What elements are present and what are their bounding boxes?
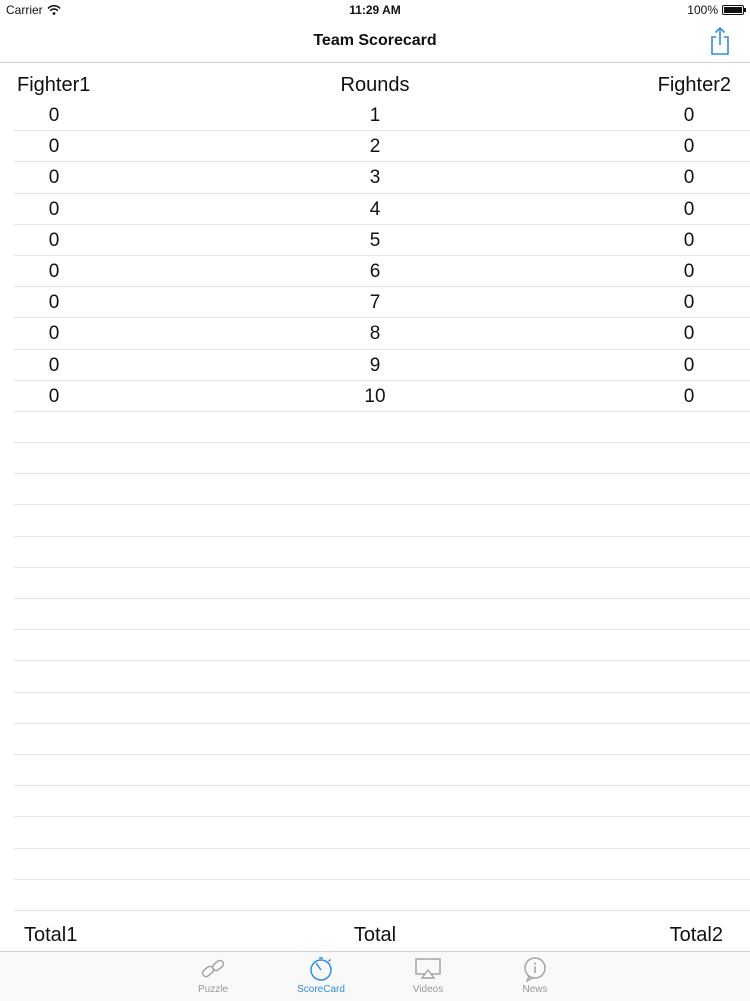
share-button[interactable]	[706, 26, 734, 56]
empty-table-row	[14, 568, 750, 599]
round-number: 2	[369, 136, 381, 158]
round-number: 10	[364, 385, 386, 407]
empty-table-row	[14, 474, 750, 505]
total2-label: Total2	[669, 924, 723, 946]
round-number: 8	[369, 323, 381, 345]
tab-scorecard-label: ScoreCard	[297, 984, 345, 995]
fighter2-score: 0	[683, 198, 695, 220]
fighter1-score: 0	[48, 229, 60, 251]
tab-videos-label: Videos	[412, 984, 444, 995]
total-label: Total	[353, 924, 397, 946]
fighter1-score: 0	[48, 323, 60, 345]
table-row[interactable]	[14, 225, 750, 256]
share-icon	[706, 26, 734, 56]
fighter1-score: 0	[48, 292, 60, 314]
fighter1-score: 0	[48, 198, 60, 220]
navigation-bar	[0, 22, 750, 63]
round-number: 9	[369, 354, 381, 376]
table-header	[0, 72, 750, 102]
table-row[interactable]	[14, 100, 750, 131]
airplay-icon	[414, 956, 442, 982]
table-row[interactable]	[14, 131, 750, 162]
table-row[interactable]	[14, 381, 750, 412]
fighter2-score: 0	[683, 229, 695, 251]
round-number: 3	[369, 167, 381, 189]
empty-table-row	[14, 443, 750, 474]
fighter2-score: 0	[683, 136, 695, 158]
info-bubble-icon	[521, 956, 549, 982]
empty-table-row	[14, 880, 750, 911]
empty-table-row	[14, 786, 750, 817]
fighter2-score: 0	[683, 105, 695, 126]
table-row[interactable]	[14, 318, 750, 349]
fighter2-score: 0	[683, 167, 695, 189]
round-number: 1	[369, 105, 381, 126]
empty-table-row	[14, 630, 750, 661]
tab-puzzle-label: Puzzle	[197, 984, 228, 995]
status-right	[687, 3, 744, 17]
tab-news[interactable]	[500, 956, 570, 995]
empty-table-row	[14, 755, 750, 786]
fighter1-header: Fighter1	[17, 74, 91, 96]
page-title: Team Scorecard	[313, 32, 437, 49]
empty-table-row	[14, 661, 750, 692]
round-number: 7	[369, 292, 381, 314]
fighter1-score: 0	[48, 105, 60, 126]
rounds-header: Rounds	[340, 74, 410, 96]
carrier-label: Carrier	[6, 3, 43, 17]
tab-videos[interactable]	[393, 956, 463, 995]
tab-scorecard[interactable]	[286, 956, 356, 995]
empty-table-row	[14, 849, 750, 880]
empty-table-row	[14, 537, 750, 568]
tab-news-label: News	[522, 984, 548, 995]
table-row[interactable]	[14, 194, 750, 225]
score-table[interactable]	[14, 100, 750, 911]
table-row[interactable]	[14, 287, 750, 318]
empty-table-row	[14, 412, 750, 443]
status-time: 11:29 AM	[349, 3, 401, 17]
fighter2-header: Fighter2	[657, 74, 731, 96]
fighter2-score: 0	[683, 260, 695, 282]
fighter2-score: 0	[683, 385, 695, 407]
fighter2-score: 0	[683, 354, 695, 376]
battery-percent: 100%	[687, 3, 718, 17]
round-number: 6	[369, 260, 381, 282]
empty-table-row	[14, 693, 750, 724]
empty-table-row	[14, 817, 750, 848]
total1-label: Total1	[24, 924, 78, 946]
fighter1-score: 0	[48, 136, 60, 158]
totals-row	[0, 922, 750, 950]
fighter1-score: 0	[48, 260, 60, 282]
tab-puzzle[interactable]	[178, 956, 248, 995]
round-number: 4	[369, 198, 381, 220]
empty-table-row	[14, 505, 750, 536]
battery-icon	[722, 5, 744, 15]
empty-table-row	[14, 724, 750, 755]
fighter2-score: 0	[683, 323, 695, 345]
fighter1-score: 0	[48, 167, 60, 189]
stopwatch-icon	[307, 956, 335, 982]
link-icon	[199, 956, 227, 982]
round-number: 5	[369, 229, 381, 251]
table-row[interactable]	[14, 350, 750, 381]
fighter1-score: 0	[48, 354, 60, 376]
tab-bar	[0, 951, 750, 1001]
table-row[interactable]	[14, 162, 750, 193]
empty-table-row	[14, 599, 750, 630]
table-row[interactable]	[14, 256, 750, 287]
status-bar	[0, 0, 750, 22]
fighter2-score: 0	[683, 292, 695, 314]
fighter1-score: 0	[48, 385, 60, 407]
